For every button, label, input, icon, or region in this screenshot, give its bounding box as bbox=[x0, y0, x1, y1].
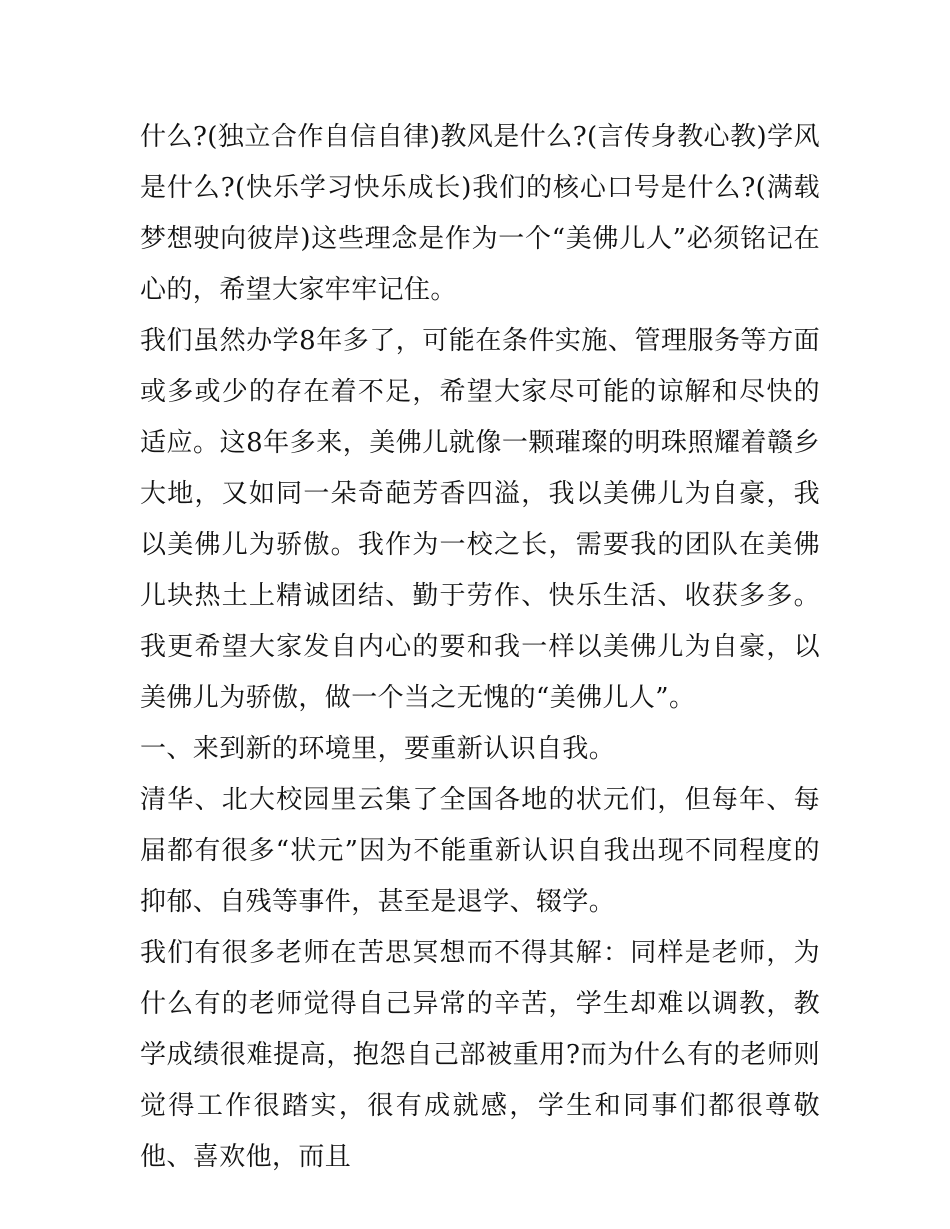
paragraph-5: 我们有很多老师在苦思冥想而不得其解：同样是老师，为什么有的老师觉得自己异常的辛苦，学生却难以调教，教学成绩很难提高，抱怨自己部被重用?而为什么有的老师则觉得工作很踏实，很有成就感，学生和同事们都很尊敬他、喜欢他，而且 bbox=[140, 938, 820, 1172]
paragraph-2: 我们虽然办学8年多了，可能在条件实施、管理服务等方面或多或少的存在着不足，希望大家尽可能的谅解和尽快的适应。这8年多来，美佛儿就像一颗璀璨的明珠照耀着赣乡大地，又如同一朵奇葩芳香四溢，我以美佛儿为自豪，我以美佛儿为骄傲。我作为一校之长，需要我的团队在美佛儿块热土上精诚团结、勤于劳作、快乐生活、收获多多。我更希望大家发自内心的要和我一样以美佛儿为自豪，以美佛儿为骄傲，做一个当之无愧的“美佛儿人”。 bbox=[140, 326, 820, 713]
paragraph-4: 清华、北大校园里云集了全国各地的状元们，但每年、每届都有很多“状元”因为不能重新认识自我出现不同程度的抑郁、自残等事件，甚至是退学、辍学。 bbox=[140, 785, 820, 917]
paragraph-3-heading: 一、来到新的环境里，要重新认识自我。 bbox=[140, 734, 616, 764]
paragraph-1: 什么?(独立合作自信自律)教风是什么?(言传身教心教)学风是什么?(快乐学习快乐成长)我们的核心口号是什么?(满载梦想驶向彼岸)这些理念是作为一个“美佛儿人”必须铭记在心的，希望大家牢牢记住。 bbox=[140, 122, 820, 305]
document-body bbox=[140, 112, 820, 1183]
